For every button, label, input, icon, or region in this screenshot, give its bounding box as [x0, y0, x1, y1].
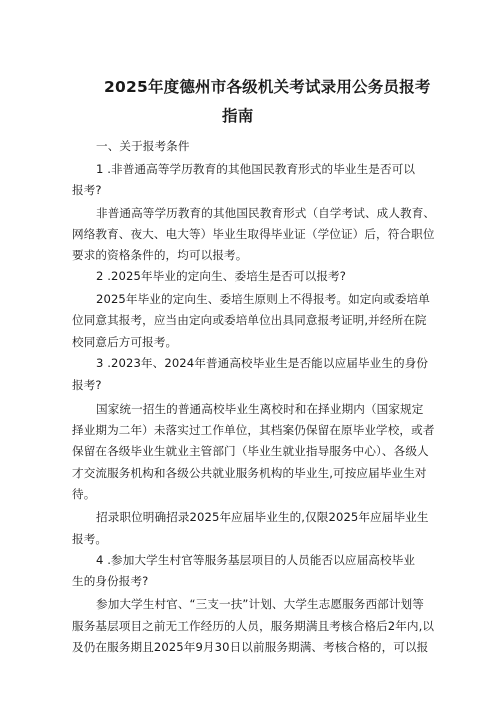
answer-3-line-7: 报考。 — [72, 532, 108, 546]
answer-1-line-2: 网络教育、夜大、电大等）毕业生取得毕业证（学位证）后，符合职位 — [72, 227, 435, 241]
question-1-line-2: 报考? — [72, 183, 102, 197]
answer-4-line-3: 及仍在服务期且2025年9月30日以前服务期满、考核合格的，可以报 — [72, 640, 429, 654]
document-title-line-2: 指南 — [222, 107, 254, 125]
answer-3-line-3: 保留在各级毕业生就业主管部门（毕业生就业指导服务中心）、各级人 — [72, 444, 429, 458]
question-3-line-1: 3 .2023年、2024年普通高校毕业生是否能以应届毕业生的身份 — [96, 356, 429, 370]
question-4-line-1: 4 .参加大学生村官等服务基层项目的人员能否以应届高校毕业 — [96, 553, 416, 567]
answer-4-line-1: 参加大学生村官、“三支一扶”计划、大学生志愿服务西部计划等 — [96, 597, 424, 611]
question-3-line-2: 报考? — [72, 378, 102, 392]
answer-3-line-6: 招录职位明确招录2025年应届毕业生的,仅限2025年应届毕业生 — [96, 510, 429, 524]
answer-3-line-5: 待。 — [72, 487, 96, 501]
answer-3-line-2: 择业期为二年）未落实过工作单位，其档案仍保留在原毕业学校，或者 — [72, 423, 435, 437]
answer-1-line-3: 要求的资格条件的，均可以报考。 — [72, 248, 248, 262]
document-title-line-1: 2025年度德州市各级机关考试录用公务员报考 — [104, 78, 431, 96]
answer-2-line-1: 2025年毕业的定向生、委培生原则上不得报考。如定向或委培单 — [96, 292, 430, 306]
answer-3-line-4: 才交流服务机构和各级公共就业服务机构的毕业生,可按应届毕业生对 — [72, 466, 427, 480]
answer-2-line-2: 位同意其报考，应当由定向或委培单位出具同意报考证明,并经所在院 — [72, 313, 427, 327]
section-heading: 一、关于报考条件 — [96, 139, 190, 153]
answer-1-line-1: 非普通高等学历教育的其他国民教育形式（自学考试、成人教育、 — [96, 206, 436, 220]
answer-3-line-1: 国家统一招生的普通高校毕业生离校时和在择业期内（国家规定 — [96, 402, 424, 416]
answer-2-line-3: 校同意后方可报考。 — [72, 335, 178, 349]
answer-4-line-2: 服务基层项目之前无工作经历的人员，服务期满且考核合格后2年内,以 — [72, 619, 435, 633]
question-1-line-1: 1 .非普通高等学历教育的其他国民教育形式的毕业生是否可以 — [96, 162, 416, 176]
question-2-line-1: 2 .2025年毕业的定向生、委培生是否可以报考? — [96, 269, 347, 283]
question-4-line-2: 生的身份报考? — [72, 574, 149, 588]
